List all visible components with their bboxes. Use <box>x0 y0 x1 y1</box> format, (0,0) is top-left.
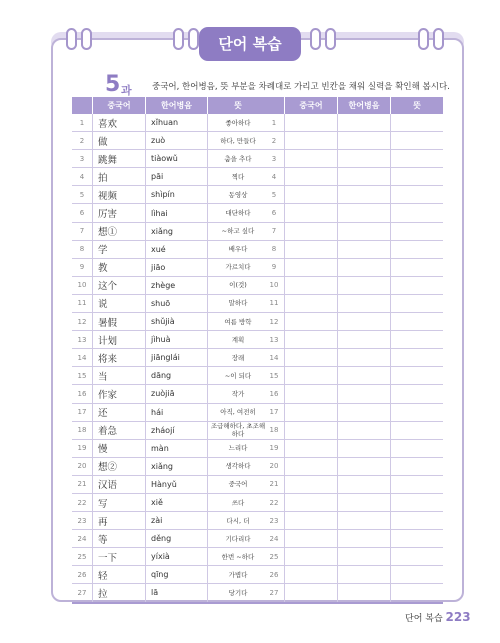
blank-meaning-cell[interactable] <box>391 512 444 530</box>
row-number: 1 <box>72 114 93 132</box>
table-row <box>264 457 443 475</box>
row-number: 19 <box>264 439 285 457</box>
table-row <box>264 114 443 132</box>
table-row <box>264 132 443 150</box>
table-row <box>264 240 443 258</box>
meaning: 하다, 만들다 <box>208 132 269 150</box>
row-number: 14 <box>264 349 285 367</box>
chinese-word: 学 <box>93 240 146 258</box>
pinyin: yíxià <box>146 548 208 566</box>
pinyin: zuòjiā <box>146 385 208 403</box>
chinese-word: 想① <box>93 222 146 240</box>
chinese-word: 还 <box>93 403 146 421</box>
chinese-word: 再 <box>93 512 146 530</box>
pinyin: Hànyǔ <box>146 475 208 493</box>
blank-pinyin-cell[interactable] <box>338 294 391 312</box>
blank-meaning-cell[interactable] <box>391 168 444 186</box>
pinyin: shìpín <box>146 186 208 204</box>
pinyin: xiě <box>146 493 208 511</box>
chinese-word: 拍 <box>93 168 146 186</box>
blank-meaning-cell[interactable] <box>391 258 444 276</box>
table-row <box>72 512 268 530</box>
blank-pinyin-cell[interactable] <box>338 186 391 204</box>
blank-pinyin-cell[interactable] <box>338 421 391 439</box>
blank-pinyin-cell[interactable] <box>338 258 391 276</box>
row-number: 24 <box>72 530 93 548</box>
table-row <box>72 475 268 493</box>
chinese-word: 拉 <box>93 584 146 603</box>
chinese-word: 暑假 <box>93 313 146 331</box>
meaning: 가볍다 <box>208 566 269 584</box>
blank-chinese-cell[interactable] <box>285 584 338 603</box>
row-number: 23 <box>72 512 93 530</box>
blank-meaning-cell[interactable] <box>391 566 444 584</box>
blank-chinese-cell[interactable] <box>285 258 338 276</box>
row-number: 3 <box>72 150 93 168</box>
meaning: 말하다 <box>208 294 269 312</box>
table-row <box>72 349 268 367</box>
row-number: 25 <box>72 548 93 566</box>
chinese-word: 一下 <box>93 548 146 566</box>
blank-meaning-cell[interactable] <box>391 222 444 240</box>
row-number: 27 <box>72 584 93 603</box>
table-row <box>264 313 443 331</box>
blank-pinyin-cell[interactable] <box>338 566 391 584</box>
blank-chinese-cell[interactable] <box>285 566 338 584</box>
table-row <box>72 186 268 204</box>
table-row <box>72 439 268 457</box>
pinyin: zhège <box>146 276 208 294</box>
row-number: 22 <box>264 493 285 511</box>
blank-pinyin-cell[interactable] <box>338 530 391 548</box>
table-row <box>264 222 443 240</box>
row-number: 4 <box>72 168 93 186</box>
pinyin: zài <box>146 512 208 530</box>
meaning: 동영상 <box>208 186 269 204</box>
pinyin: jiāo <box>146 258 208 276</box>
blank-meaning-cell[interactable] <box>391 186 444 204</box>
row-number: 19 <box>72 439 93 457</box>
chinese-word: 着急 <box>93 421 146 439</box>
row-number: 16 <box>72 385 93 403</box>
table-row <box>72 367 268 385</box>
row-number: 15 <box>264 367 285 385</box>
blank-meaning-cell[interactable] <box>391 114 444 132</box>
chinese-word: 跳舞 <box>93 150 146 168</box>
pinyin: xué <box>146 240 208 258</box>
binder-ring-icon <box>433 28 444 50</box>
meaning: 가르치다 <box>208 258 269 276</box>
row-number: 17 <box>264 403 285 421</box>
table-header-row <box>72 97 268 114</box>
table-row <box>72 584 268 603</box>
table-row <box>264 385 443 403</box>
blank-chinese-cell[interactable] <box>285 186 338 204</box>
pinyin: jìhuà <box>146 331 208 349</box>
chinese-word: 当 <box>93 367 146 385</box>
chinese-word: 等 <box>93 530 146 548</box>
meaning: 춤을 추다 <box>208 150 269 168</box>
pinyin: hái <box>146 403 208 421</box>
table-row <box>264 150 443 168</box>
table-row <box>264 421 443 439</box>
row-number: 13 <box>72 331 93 349</box>
table-row <box>264 530 443 548</box>
binder-ring-icon <box>173 28 184 50</box>
table-row <box>264 276 443 294</box>
binder-ring-icon <box>325 28 336 50</box>
meaning: 생각하다 <box>208 457 269 475</box>
table-row <box>72 331 268 349</box>
blank-meaning-cell[interactable] <box>391 313 444 331</box>
meaning: 대단하다 <box>208 204 269 222</box>
meaning: ~이 되다 <box>208 367 269 385</box>
blank-chinese-cell[interactable] <box>285 222 338 240</box>
row-number: 18 <box>72 421 93 439</box>
table-row <box>264 204 443 222</box>
table-row <box>264 566 443 584</box>
blank-meaning-cell[interactable] <box>391 385 444 403</box>
meaning: 찍다 <box>208 168 269 186</box>
blank-pinyin-cell[interactable] <box>338 150 391 168</box>
meaning: 이(것) <box>208 276 269 294</box>
chinese-word: 作家 <box>93 385 146 403</box>
blank-chinese-cell[interactable] <box>285 240 338 258</box>
pinyin-column-header: 한어병음 <box>146 97 208 114</box>
meaning: 한번 ~하다 <box>208 548 269 566</box>
blank-chinese-cell[interactable] <box>285 204 338 222</box>
table-row <box>264 493 443 511</box>
lesson-suffix: 과 <box>121 84 132 97</box>
blank-pinyin-cell[interactable] <box>338 548 391 566</box>
meaning: 느리다 <box>208 439 269 457</box>
row-number: 17 <box>72 403 93 421</box>
meaning: 쓰다 <box>208 493 269 511</box>
blank-pinyin-cell[interactable] <box>338 313 391 331</box>
pinyin: lā <box>146 584 208 603</box>
binder-ring-icon <box>81 28 92 50</box>
row-number: 5 <box>264 186 285 204</box>
table-row <box>72 493 268 511</box>
row-number: 11 <box>72 294 93 312</box>
blank-meaning-cell[interactable] <box>391 457 444 475</box>
chinese-word: 喜欢 <box>93 114 146 132</box>
blank-meaning-cell[interactable] <box>391 150 444 168</box>
row-number: 7 <box>72 222 93 240</box>
table-row <box>72 222 268 240</box>
row-number: 4 <box>264 168 285 186</box>
row-number: 18 <box>264 421 285 439</box>
blank-meaning-cell[interactable] <box>391 421 444 439</box>
table-row <box>72 240 268 258</box>
row-number: 26 <box>264 566 285 584</box>
row-number: 1 <box>264 114 285 132</box>
blank-meaning-cell[interactable] <box>391 132 444 150</box>
table-row <box>264 512 443 530</box>
chinese-word: 想② <box>93 457 146 475</box>
blank-chinese-cell[interactable] <box>285 132 338 150</box>
row-number: 25 <box>264 548 285 566</box>
table-row <box>264 331 443 349</box>
blank-pinyin-cell[interactable] <box>338 512 391 530</box>
row-number: 26 <box>72 566 93 584</box>
blank-pinyin-cell[interactable] <box>338 403 391 421</box>
table-row <box>72 313 268 331</box>
table-row <box>72 204 268 222</box>
meaning: 아직, 여전히 <box>208 403 269 421</box>
meaning-column-header: 뜻 <box>208 97 269 114</box>
pinyin: xiǎng <box>146 222 208 240</box>
blank-pinyin-cell[interactable] <box>338 439 391 457</box>
chinese-column-header: 중국어 <box>93 97 146 114</box>
blank-pinyin-cell[interactable] <box>338 114 391 132</box>
blank-pinyin-cell[interactable] <box>338 331 391 349</box>
blank-meaning-cell[interactable] <box>391 403 444 421</box>
meaning: 다시, 더 <box>208 512 269 530</box>
pinyin: dāng <box>146 367 208 385</box>
blank-chinese-cell[interactable] <box>285 457 338 475</box>
lesson-number: 5 <box>105 72 121 97</box>
chinese-word: 将来 <box>93 349 146 367</box>
chinese-word: 视频 <box>93 186 146 204</box>
blank-pinyin-cell[interactable] <box>338 276 391 294</box>
row-number: 11 <box>264 294 285 312</box>
chinese-word: 说 <box>93 294 146 312</box>
footer-label: 단어 복습 <box>405 614 443 624</box>
table-row <box>72 566 268 584</box>
row-number: 5 <box>72 186 93 204</box>
row-number: 6 <box>72 204 93 222</box>
blank-chinese-cell[interactable] <box>285 349 338 367</box>
pinyin: děng <box>146 530 208 548</box>
pinyin-column-header: 한어병음 <box>338 97 391 114</box>
binder-ring-icon <box>418 28 429 50</box>
chinese-word: 慢 <box>93 439 146 457</box>
chinese-word: 汉语 <box>93 475 146 493</box>
number-column-header <box>264 97 285 114</box>
blank-chinese-cell[interactable] <box>285 530 338 548</box>
blank-chinese-cell[interactable] <box>285 114 338 132</box>
blank-meaning-cell[interactable] <box>391 294 444 312</box>
row-number: 7 <box>264 222 285 240</box>
chinese-word: 教 <box>93 258 146 276</box>
blank-meaning-cell[interactable] <box>391 331 444 349</box>
row-number: 2 <box>72 132 93 150</box>
blank-chinese-cell[interactable] <box>285 294 338 312</box>
table-row <box>264 294 443 312</box>
meaning: ~하고 싶다 <box>208 222 269 240</box>
binder-ring-icon <box>310 28 321 50</box>
pinyin: tiàowǔ <box>146 150 208 168</box>
row-number: 3 <box>264 150 285 168</box>
table-row <box>72 294 268 312</box>
table-header-row <box>264 97 443 114</box>
row-number: 24 <box>264 530 285 548</box>
pinyin: màn <box>146 439 208 457</box>
blank-meaning-cell[interactable] <box>391 240 444 258</box>
blank-chinese-cell[interactable] <box>285 403 338 421</box>
blank-pinyin-cell[interactable] <box>338 367 391 385</box>
blank-chinese-cell[interactable] <box>285 385 338 403</box>
table-row <box>264 475 443 493</box>
meaning: 당기다 <box>208 584 269 603</box>
row-number: 15 <box>72 367 93 385</box>
chinese-word: 写 <box>93 493 146 511</box>
table-row <box>72 385 268 403</box>
table-row <box>72 276 268 294</box>
blank-chinese-cell[interactable] <box>285 276 338 294</box>
table-row <box>264 439 443 457</box>
blank-pinyin-cell[interactable] <box>338 168 391 186</box>
row-number: 23 <box>264 512 285 530</box>
number-column-header <box>72 97 93 114</box>
table-row <box>264 258 443 276</box>
meaning: 기다리다 <box>208 530 269 548</box>
page-footer <box>405 610 471 624</box>
table-row <box>72 530 268 548</box>
meaning: 계획 <box>208 331 269 349</box>
row-number: 10 <box>264 276 285 294</box>
blank-meaning-cell[interactable] <box>391 204 444 222</box>
blank-pinyin-cell[interactable] <box>338 584 391 603</box>
table-row <box>72 114 268 132</box>
row-number: 8 <box>264 240 285 258</box>
blank-chinese-cell[interactable] <box>285 331 338 349</box>
meaning: 중국어 <box>208 475 269 493</box>
meaning: 조급해하다, 초조해하다 <box>208 421 269 439</box>
table-row <box>72 150 268 168</box>
table-row <box>264 403 443 421</box>
row-number: 12 <box>72 313 93 331</box>
blank-chinese-cell[interactable] <box>285 313 338 331</box>
meaning: 여름 방학 <box>208 313 269 331</box>
blank-pinyin-cell[interactable] <box>338 222 391 240</box>
blank-chinese-cell[interactable] <box>285 421 338 439</box>
chinese-word: 计划 <box>93 331 146 349</box>
chinese-word: 做 <box>93 132 146 150</box>
row-number: 6 <box>264 204 285 222</box>
blank-chinese-cell[interactable] <box>285 512 338 530</box>
table-row <box>72 132 268 150</box>
blank-meaning-cell[interactable] <box>391 349 444 367</box>
table-row <box>264 548 443 566</box>
row-number: 21 <box>72 475 93 493</box>
table-row <box>264 584 443 603</box>
blank-pinyin-cell[interactable] <box>338 132 391 150</box>
pinyin: shuō <box>146 294 208 312</box>
row-number: 27 <box>264 584 285 603</box>
binder-ring-icon <box>188 28 199 50</box>
pinyin: zuò <box>146 132 208 150</box>
pinyin: xǐhuan <box>146 114 208 132</box>
blank-chinese-cell[interactable] <box>285 439 338 457</box>
row-number: 14 <box>72 349 93 367</box>
blank-pinyin-cell[interactable] <box>338 493 391 511</box>
blank-chinese-cell[interactable] <box>285 475 338 493</box>
row-number: 20 <box>264 457 285 475</box>
blank-pinyin-cell[interactable] <box>338 349 391 367</box>
pinyin: jiānglái <box>146 349 208 367</box>
meaning-column-header: 뜻 <box>391 97 444 114</box>
row-number: 10 <box>72 276 93 294</box>
blank-meaning-cell[interactable] <box>391 439 444 457</box>
meaning: 좋아하다 <box>208 114 269 132</box>
blank-pinyin-cell[interactable] <box>338 204 391 222</box>
table-row <box>264 349 443 367</box>
meaning: 배우다 <box>208 240 269 258</box>
table-row <box>72 403 268 421</box>
meaning: 작가 <box>208 385 269 403</box>
blank-chinese-cell[interactable] <box>285 367 338 385</box>
table-row <box>72 457 268 475</box>
pinyin: zháojí <box>146 421 208 439</box>
meaning: 장래 <box>208 349 269 367</box>
blank-pinyin-cell[interactable] <box>338 457 391 475</box>
page-number: 223 <box>445 610 471 624</box>
pinyin: pāi <box>146 168 208 186</box>
table-row <box>72 421 268 439</box>
pinyin: xiǎng <box>146 457 208 475</box>
blank-meaning-cell[interactable] <box>391 548 444 566</box>
row-number: 9 <box>72 258 93 276</box>
row-number: 22 <box>72 493 93 511</box>
blank-meaning-cell[interactable] <box>391 584 444 603</box>
blank-pinyin-cell[interactable] <box>338 475 391 493</box>
blank-meaning-cell[interactable] <box>391 276 444 294</box>
blank-meaning-cell[interactable] <box>391 530 444 548</box>
row-number: 12 <box>264 313 285 331</box>
table-row <box>72 258 268 276</box>
blank-practice-table <box>264 97 443 604</box>
vocab-table <box>72 97 268 604</box>
blank-meaning-cell[interactable] <box>391 493 444 511</box>
pinyin: lìhai <box>146 204 208 222</box>
pinyin: qīng <box>146 566 208 584</box>
blank-chinese-cell[interactable] <box>285 168 338 186</box>
table-row <box>264 367 443 385</box>
blank-meaning-cell[interactable] <box>391 475 444 493</box>
table-row <box>72 168 268 186</box>
row-number: 8 <box>72 240 93 258</box>
row-number: 21 <box>264 475 285 493</box>
blank-chinese-cell[interactable] <box>285 493 338 511</box>
chinese-word: 这个 <box>93 276 146 294</box>
blank-chinese-cell[interactable] <box>285 150 338 168</box>
blank-pinyin-cell[interactable] <box>338 240 391 258</box>
row-number: 16 <box>264 385 285 403</box>
blank-chinese-cell[interactable] <box>285 548 338 566</box>
blank-meaning-cell[interactable] <box>391 367 444 385</box>
chinese-word: 厉害 <box>93 204 146 222</box>
row-number: 2 <box>264 132 285 150</box>
blank-pinyin-cell[interactable] <box>338 385 391 403</box>
chinese-word: 轻 <box>93 566 146 584</box>
row-number: 20 <box>72 457 93 475</box>
instruction-text: 중국어, 한어병음, 뜻 부분을 차례대로 가리고 빈칸을 채워 실력을 확인해 봅시다. <box>152 82 450 92</box>
chinese-column-header: 중국어 <box>285 97 338 114</box>
row-number: 9 <box>264 258 285 276</box>
pinyin: shǔjià <box>146 313 208 331</box>
table-row <box>264 168 443 186</box>
table-row <box>264 186 443 204</box>
page-title: 단어 복습 <box>199 27 301 61</box>
table-row <box>72 548 268 566</box>
binder-ring-icon <box>66 28 77 50</box>
row-number: 13 <box>264 331 285 349</box>
